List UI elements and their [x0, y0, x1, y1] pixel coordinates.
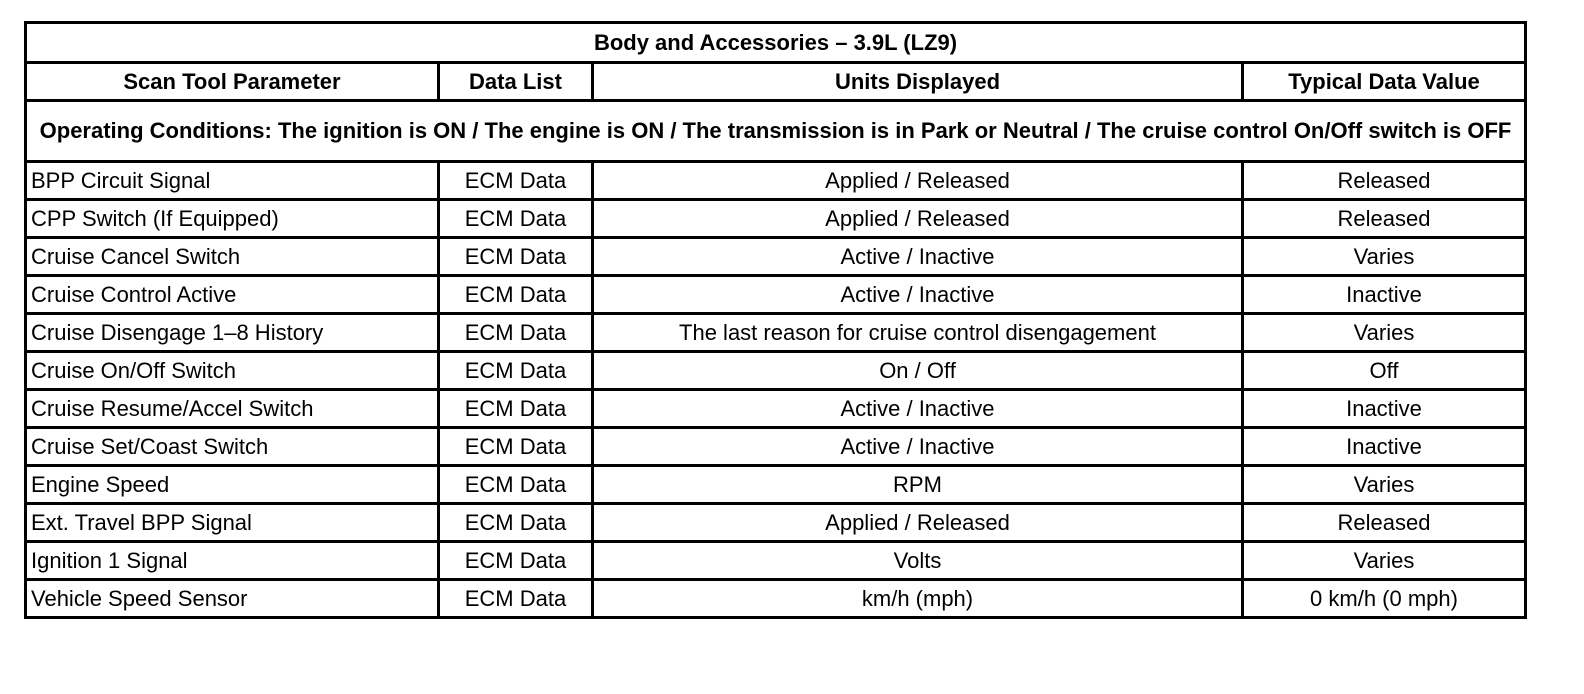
cell-typical-value: Released [1243, 200, 1526, 238]
table-body [26, 162, 1526, 618]
cell-data-list: ECM Data [439, 428, 593, 466]
cell-data-list: ECM Data [439, 580, 593, 618]
table-row [26, 390, 1526, 428]
cell-typical-value: Varies [1243, 314, 1526, 352]
table-row [26, 352, 1526, 390]
cell-typical-value: Inactive [1243, 276, 1526, 314]
table-row [26, 314, 1526, 352]
cell-units: The last reason for cruise control disengagement [593, 314, 1243, 352]
table-row [26, 504, 1526, 542]
column-header-typical-value: Typical Data Value [1243, 63, 1526, 101]
column-header-data-list: Data List [439, 63, 593, 101]
table-title-row [26, 23, 1526, 63]
cell-typical-value: Varies [1243, 542, 1526, 580]
table-title: Body and Accessories – 3.9L (LZ9) [26, 23, 1526, 63]
cell-parameter: Ignition 1 Signal [26, 542, 439, 580]
table-row [26, 428, 1526, 466]
cell-data-list: ECM Data [439, 390, 593, 428]
cell-typical-value: Varies [1243, 466, 1526, 504]
cell-data-list: ECM Data [439, 276, 593, 314]
table-row [26, 542, 1526, 580]
column-header-parameter: Scan Tool Parameter [26, 63, 439, 101]
cell-data-list: ECM Data [439, 352, 593, 390]
table-row [26, 580, 1526, 618]
cell-parameter: Cruise Resume/Accel Switch [26, 390, 439, 428]
cell-units: RPM [593, 466, 1243, 504]
cell-parameter: Cruise Disengage 1–8 History [26, 314, 439, 352]
cell-typical-value: Inactive [1243, 390, 1526, 428]
cell-data-list: ECM Data [439, 314, 593, 352]
cell-units: Applied / Released [593, 504, 1243, 542]
cell-data-list: ECM Data [439, 466, 593, 504]
column-header-row [26, 63, 1526, 101]
cell-parameter: Ext. Travel BPP Signal [26, 504, 439, 542]
cell-units: Active / Inactive [593, 390, 1243, 428]
table-row [26, 276, 1526, 314]
column-header-units: Units Displayed [593, 63, 1243, 101]
cell-parameter: Cruise Control Active [26, 276, 439, 314]
table-row [26, 466, 1526, 504]
cell-data-list: ECM Data [439, 162, 593, 200]
table-row [26, 200, 1526, 238]
cell-parameter: Cruise Cancel Switch [26, 238, 439, 276]
cell-data-list: ECM Data [439, 238, 593, 276]
cell-units: On / Off [593, 352, 1243, 390]
cell-units: Applied / Released [593, 200, 1243, 238]
cell-units: Applied / Released [593, 162, 1243, 200]
cell-parameter: Vehicle Speed Sensor [26, 580, 439, 618]
cell-units: Active / Inactive [593, 276, 1243, 314]
cell-typical-value: Varies [1243, 238, 1526, 276]
cell-data-list: ECM Data [439, 542, 593, 580]
cell-typical-value: Off [1243, 352, 1526, 390]
cell-parameter: BPP Circuit Signal [26, 162, 439, 200]
cell-typical-value: Released [1243, 504, 1526, 542]
cell-units: Active / Inactive [593, 428, 1243, 466]
cell-data-list: ECM Data [439, 504, 593, 542]
operating-conditions-row [26, 101, 1526, 162]
cell-parameter: Engine Speed [26, 466, 439, 504]
cell-units: Volts [593, 542, 1243, 580]
cell-units: Active / Inactive [593, 238, 1243, 276]
cell-parameter: Cruise Set/Coast Switch [26, 428, 439, 466]
cell-parameter: Cruise On/Off Switch [26, 352, 439, 390]
table-row [26, 162, 1526, 200]
cell-data-list: ECM Data [439, 200, 593, 238]
table-row [26, 238, 1526, 276]
cell-typical-value: Inactive [1243, 428, 1526, 466]
scan-tool-data-table [24, 21, 1527, 619]
operating-conditions: Operating Conditions: The ignition is ON / The engine is ON / The transmission is in Park or Neutral / The cruise control On/Off switch is OFF [26, 101, 1526, 162]
cell-typical-value: 0 km/h (0 mph) [1243, 580, 1526, 618]
cell-typical-value: Released [1243, 162, 1526, 200]
cell-units: km/h (mph) [593, 580, 1243, 618]
cell-parameter: CPP Switch (If Equipped) [26, 200, 439, 238]
